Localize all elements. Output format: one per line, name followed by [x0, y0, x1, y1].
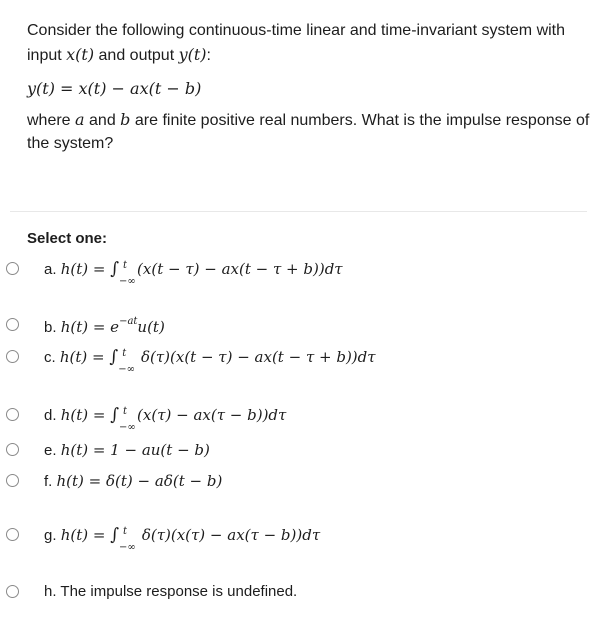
param-a: a [75, 110, 85, 129]
radio-button[interactable] [6, 585, 19, 598]
radio-button[interactable] [6, 318, 19, 331]
text: where [27, 112, 76, 129]
question-line-4 [27, 108, 589, 133]
divider [10, 211, 587, 212]
option-a[interactable] [0, 257, 597, 287]
option-lhs: h(t) = [60, 259, 111, 278]
option-rhs: u(t) [137, 318, 165, 336]
integral-limits [119, 259, 137, 287]
option-label: d. [44, 406, 57, 424]
option-lhs: h(t) = δ(t) − aδ(t − b) [56, 471, 223, 490]
upper-limit: t [123, 405, 128, 417]
select-one-prompt: Select one: [27, 230, 108, 247]
text: : [206, 47, 211, 64]
option-label: h. [44, 583, 57, 600]
text: input [27, 47, 67, 64]
option-label: f. [44, 472, 53, 490]
option-rhs: (x(τ) − ax(τ − b))dτ [137, 405, 287, 424]
option-lhs: h(t) = e [60, 318, 120, 336]
option-label: e. [44, 441, 57, 459]
radio-button[interactable] [6, 474, 19, 487]
integral-sign: ∫ [110, 258, 120, 279]
integral-limits [119, 525, 137, 553]
radio-button[interactable] [6, 350, 19, 363]
option-f-text [44, 469, 222, 494]
option-label: g. [44, 526, 57, 544]
exponent: −at [119, 316, 138, 327]
option-e[interactable] [0, 438, 597, 462]
question-line-1: Consider the following continuous-time linear and time-invariant system with [27, 22, 566, 39]
upper-limit: t [123, 259, 128, 271]
option-label: b. [44, 319, 57, 336]
text: and [84, 112, 121, 129]
option-c[interactable] [0, 345, 597, 375]
option-h-text [44, 580, 297, 604]
output-symbol: y(t) [178, 45, 207, 64]
integral-sign: ∫ [109, 346, 119, 367]
text: are finite positive real numbers. What is the impulse response of [130, 112, 590, 129]
option-text: The impulse response is undefined. [60, 583, 298, 600]
option-c-text [44, 345, 376, 375]
option-rhs: (x(t − τ) − ax(t − τ + b))dτ [137, 259, 343, 278]
text: and output [94, 47, 179, 64]
option-b-text [44, 310, 165, 340]
upper-limit: t [122, 347, 127, 359]
integral-sign: ∫ [110, 404, 120, 425]
system-equation: y(t) = x(t) − ax(t − b) [27, 79, 202, 98]
option-b[interactable] [0, 313, 597, 337]
option-label: a. [44, 260, 57, 278]
option-e-text [44, 438, 210, 463]
option-lhs: h(t) = 1 − au(t − b) [60, 440, 210, 459]
integral-sign: ∫ [110, 524, 120, 545]
question-line-2 [27, 43, 211, 68]
option-rhs: δ(τ)(x(t − τ) − ax(t − τ + b))dτ [136, 347, 376, 366]
option-h[interactable] [0, 580, 597, 604]
param-b: b [120, 110, 131, 129]
lower-limit: −∞ [119, 421, 136, 433]
option-g[interactable] [0, 523, 597, 553]
radio-button[interactable] [6, 528, 19, 541]
option-lhs: h(t) = [59, 347, 110, 366]
upper-limit: t [123, 525, 128, 537]
integral-limits [119, 405, 137, 433]
lower-limit: −∞ [119, 541, 136, 553]
option-label: c. [44, 348, 56, 366]
radio-button[interactable] [6, 443, 19, 456]
radio-button[interactable] [6, 262, 19, 275]
option-rhs: δ(τ)(x(τ) − ax(τ − b))dτ [137, 525, 321, 544]
option-lhs: h(t) = [60, 525, 111, 544]
question-line-5: the system? [27, 135, 114, 152]
option-d-text [44, 403, 287, 433]
option-a-text [44, 257, 343, 287]
lower-limit: −∞ [119, 275, 136, 287]
input-symbol: x(t) [66, 45, 95, 64]
option-g-text [44, 523, 321, 553]
radio-button[interactable] [6, 408, 19, 421]
integral-limits [118, 347, 136, 375]
option-d[interactable] [0, 403, 597, 433]
option-lhs: h(t) = [60, 405, 111, 424]
option-f[interactable] [0, 469, 597, 493]
lower-limit: −∞ [118, 363, 135, 375]
